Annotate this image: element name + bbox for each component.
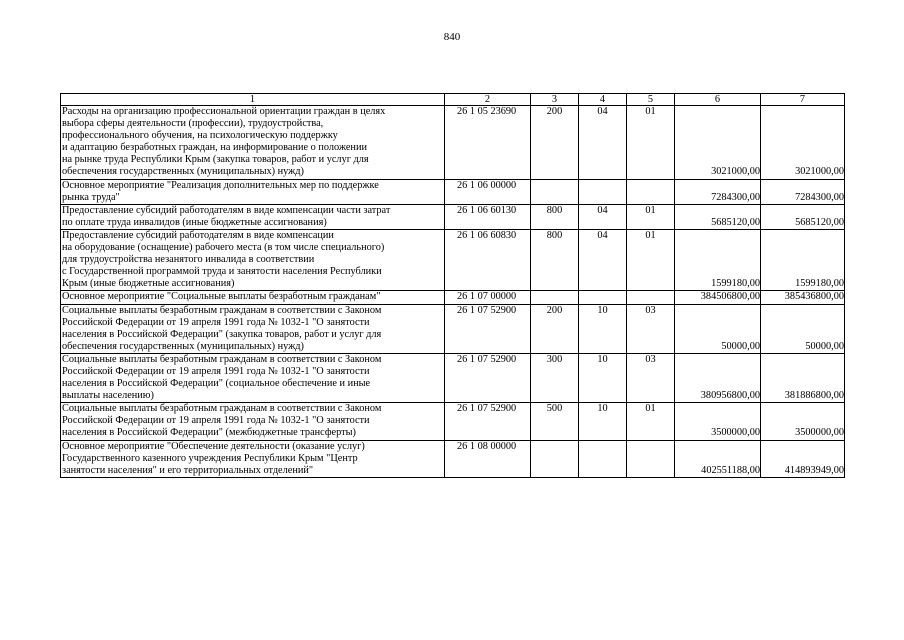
section-code xyxy=(579,440,627,477)
target-article-code: 26 1 07 52900 xyxy=(445,403,531,440)
expense-description: Социальные выплаты безработным гражданам в соответствии с Законом Российской Федерации от 19 апреля 1991 года № 1032-1 "О занятости населения в Российской Федерации" (социальное обеспечение и иные выплаты населению) xyxy=(61,353,445,402)
amount-column-6: 402551188,00 xyxy=(675,440,761,477)
column-number: 3 xyxy=(531,94,579,106)
subsection-code xyxy=(627,291,675,304)
amount-column-6: 50000,00 xyxy=(675,304,761,353)
amount-column-7: 1599180,00 xyxy=(761,229,845,290)
budget-table xyxy=(60,93,845,478)
target-article-code: 26 1 05 23690 xyxy=(445,106,531,180)
amount-column-6: 3021000,00 xyxy=(675,106,761,180)
target-article-code: 26 1 06 60830 xyxy=(445,229,531,290)
section-code: 04 xyxy=(579,204,627,229)
target-article-code: 26 1 06 60130 xyxy=(445,204,531,229)
table-row xyxy=(61,403,845,440)
expense-type-code xyxy=(531,291,579,304)
subsection-code: 03 xyxy=(627,304,675,353)
table-row xyxy=(61,179,845,204)
table-row xyxy=(61,106,845,180)
subsection-code: 01 xyxy=(627,229,675,290)
table-row xyxy=(61,440,845,477)
expense-type-code xyxy=(531,179,579,204)
column-number: 2 xyxy=(445,94,531,106)
column-number: 6 xyxy=(675,94,761,106)
amount-column-7: 3500000,00 xyxy=(761,403,845,440)
amount-column-6: 5685120,00 xyxy=(675,204,761,229)
table-row xyxy=(61,204,845,229)
amount-column-7: 385436800,00 xyxy=(761,291,845,304)
expense-description: Социальные выплаты безработным гражданам в соответствии с Законом Российской Федерации от 19 апреля 1991 года № 1032-1 "О занятости населения в Российской Федерации" (закупка товаров, работ и услуг для обеспечения государственных (муниципальных) нужд) xyxy=(61,304,445,353)
expense-description: Социальные выплаты безработным гражданам в соответствии с Законом Российской Федерации от 19 апреля 1991 года № 1032-1 "О занятости населения в Российской Федерации" (межбюджетные трансферты) xyxy=(61,403,445,440)
subsection-code xyxy=(627,440,675,477)
column-number: 4 xyxy=(579,94,627,106)
expense-description: Предоставление субсидий работодателям в виде компенсации части затрат по оплате труда инвалидов (иные бюджетные ассигнования) xyxy=(61,204,445,229)
table-row xyxy=(61,291,845,304)
column-number-row xyxy=(61,94,845,106)
subsection-code: 01 xyxy=(627,204,675,229)
expense-type-code xyxy=(531,440,579,477)
subsection-code: 01 xyxy=(627,106,675,180)
expense-description: Расходы на организацию профессиональной ориентации граждан в целях выбора сферы деятельности (профессии), трудоустройства, профессионального обучения, на психологическую поддержку и адаптацию безработных граждан, на информирование о положении на рынке труда Республики Крым (закупка товаров, работ и услуг для обеспечения государственных (муниципальных) нужд) xyxy=(61,106,445,180)
subsection-code: 03 xyxy=(627,353,675,402)
table-row xyxy=(61,304,845,353)
column-number: 5 xyxy=(627,94,675,106)
target-article-code: 26 1 07 52900 xyxy=(445,353,531,402)
page-number: 840 xyxy=(443,31,461,43)
section-code: 04 xyxy=(579,106,627,180)
target-article-code: 26 1 07 00000 xyxy=(445,291,531,304)
expense-type-code: 800 xyxy=(531,204,579,229)
section-code xyxy=(579,179,627,204)
column-number: 1 xyxy=(61,94,445,106)
expense-type-code: 200 xyxy=(531,106,579,180)
expense-description: Основное мероприятие "Обеспечение деятельности (оказание услуг) Государственного казенного учреждения Республики Крым "Центр занятости населения" и его территориальных отделений" xyxy=(61,440,445,477)
section-code: 10 xyxy=(579,304,627,353)
amount-column-6: 384506800,00 xyxy=(675,291,761,304)
amount-column-6: 3500000,00 xyxy=(675,403,761,440)
section-code: 04 xyxy=(579,229,627,290)
section-code xyxy=(579,291,627,304)
amount-column-7: 414893949,00 xyxy=(761,440,845,477)
section-code: 10 xyxy=(579,403,627,440)
target-article-code: 26 1 06 00000 xyxy=(445,179,531,204)
table-row xyxy=(61,353,845,402)
expense-description: Предоставление субсидий работодателям в виде компенсации на оборудование (оснащение) рабочего места (в том числе специального) для трудоустройства незанятого инвалида в соответствии с Государственной программой труда и занятости населения Республики Крым (иные бюджетные ассигнования) xyxy=(61,229,445,290)
amount-column-7: 7284300,00 xyxy=(761,179,845,204)
expense-description: Основное мероприятие "Социальные выплаты безработным гражданам" xyxy=(61,291,445,304)
amount-column-7: 5685120,00 xyxy=(761,204,845,229)
target-article-code: 26 1 08 00000 xyxy=(445,440,531,477)
expense-type-code: 300 xyxy=(531,353,579,402)
amount-column-6: 7284300,00 xyxy=(675,179,761,204)
subsection-code: 01 xyxy=(627,403,675,440)
expense-type-code: 200 xyxy=(531,304,579,353)
expense-description: Основное мероприятие "Реализация дополнительных мер по поддержке рынка труда" xyxy=(61,179,445,204)
amount-column-7: 50000,00 xyxy=(761,304,845,353)
amount-column-7: 3021000,00 xyxy=(761,106,845,180)
amount-column-6: 1599180,00 xyxy=(675,229,761,290)
expense-type-code: 800 xyxy=(531,229,579,290)
expense-type-code: 500 xyxy=(531,403,579,440)
target-article-code: 26 1 07 52900 xyxy=(445,304,531,353)
column-number: 7 xyxy=(761,94,845,106)
amount-column-6: 380956800,00 xyxy=(675,353,761,402)
amount-column-7: 381886800,00 xyxy=(761,353,845,402)
section-code: 10 xyxy=(579,353,627,402)
subsection-code xyxy=(627,179,675,204)
table-row xyxy=(61,229,845,290)
